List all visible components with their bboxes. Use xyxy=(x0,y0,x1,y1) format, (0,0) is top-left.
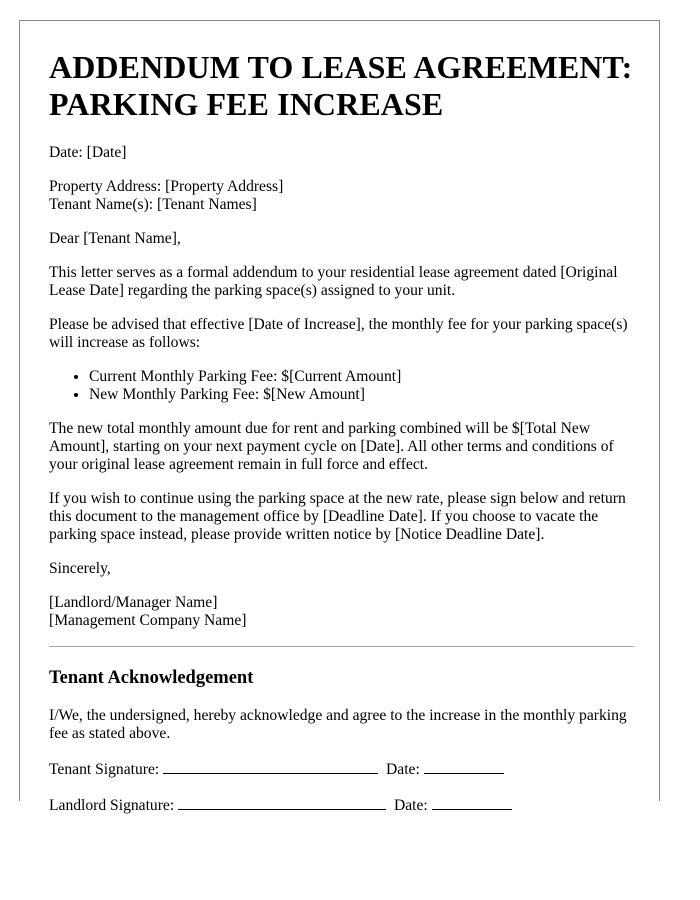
list-item: • Current Monthly Parking Fee: $[Current Amount] xyxy=(89,368,634,386)
list-item: • New Monthly Parking Fee: $[New Amount] xyxy=(89,386,634,404)
paragraph-intro: This letter serves as a formal addendum to your residential lease agreement dated [Original Lease Date] regarding the parking space(s) assigned to your unit. xyxy=(49,264,618,299)
tenant-date-label: Date: xyxy=(386,761,420,778)
paragraph-advised: Please be advised that effective [Date of Increase], the monthly fee for your parking space(s) will increase as follows: xyxy=(49,316,628,351)
tenant-signature-row xyxy=(49,759,634,779)
document-title xyxy=(49,49,634,123)
tenant-signature-label: Tenant Signature: xyxy=(49,761,160,778)
title-line-1: ADDENDUM TO LEASE AGREEMENT: xyxy=(49,49,633,85)
landlord-date-label: Date: xyxy=(393,797,428,814)
signer-block xyxy=(49,594,634,630)
property-address: Property Address: [Property Address] xyxy=(49,178,284,195)
signer-name: [Landlord/Manager Name] xyxy=(49,594,218,611)
landlord-signature-label: Landlord Signature: xyxy=(49,797,175,814)
address-block xyxy=(49,178,634,214)
signer-company: [Management Company Name] xyxy=(49,612,247,629)
document-content xyxy=(49,49,634,831)
landlord-date-line[interactable] xyxy=(432,795,512,810)
fee-list xyxy=(49,368,634,404)
title-line-2: PARKING FEE INCREASE xyxy=(49,86,444,122)
ack-text: I/We, the undersigned, hereby acknowledge and agree to the increase in the monthly parking fee as stated above. xyxy=(49,707,627,742)
tenant-names: Tenant Name(s): [Tenant Names] xyxy=(49,196,257,213)
tenant-date-line[interactable] xyxy=(424,759,504,774)
paragraph-continue: If you wish to continue using the parking space at the new rate, please sign below and return this document to the management office by [Deadline Date]. If you choose to vacate the parking space instead, please provide written notice by [Notice Deadline Date]. xyxy=(49,490,626,543)
closing: Sincerely, xyxy=(49,560,111,577)
salutation: Dear [Tenant Name], xyxy=(49,230,181,247)
section-divider xyxy=(49,646,634,647)
date-line: Date: [Date] xyxy=(49,144,127,161)
landlord-signature-line[interactable] xyxy=(178,795,386,810)
landlord-signature-row xyxy=(49,795,634,815)
ack-heading: Tenant Acknowledgement xyxy=(49,668,254,688)
document-page xyxy=(19,20,660,814)
tenant-signature-line[interactable] xyxy=(163,759,378,774)
paragraph-total: The new total monthly amount due for rent and parking combined will be $[Total New Amount], starting on your next payment cycle on [Date]. All other terms and conditions of your original lease agreement remain in full force and effect. xyxy=(49,420,614,473)
